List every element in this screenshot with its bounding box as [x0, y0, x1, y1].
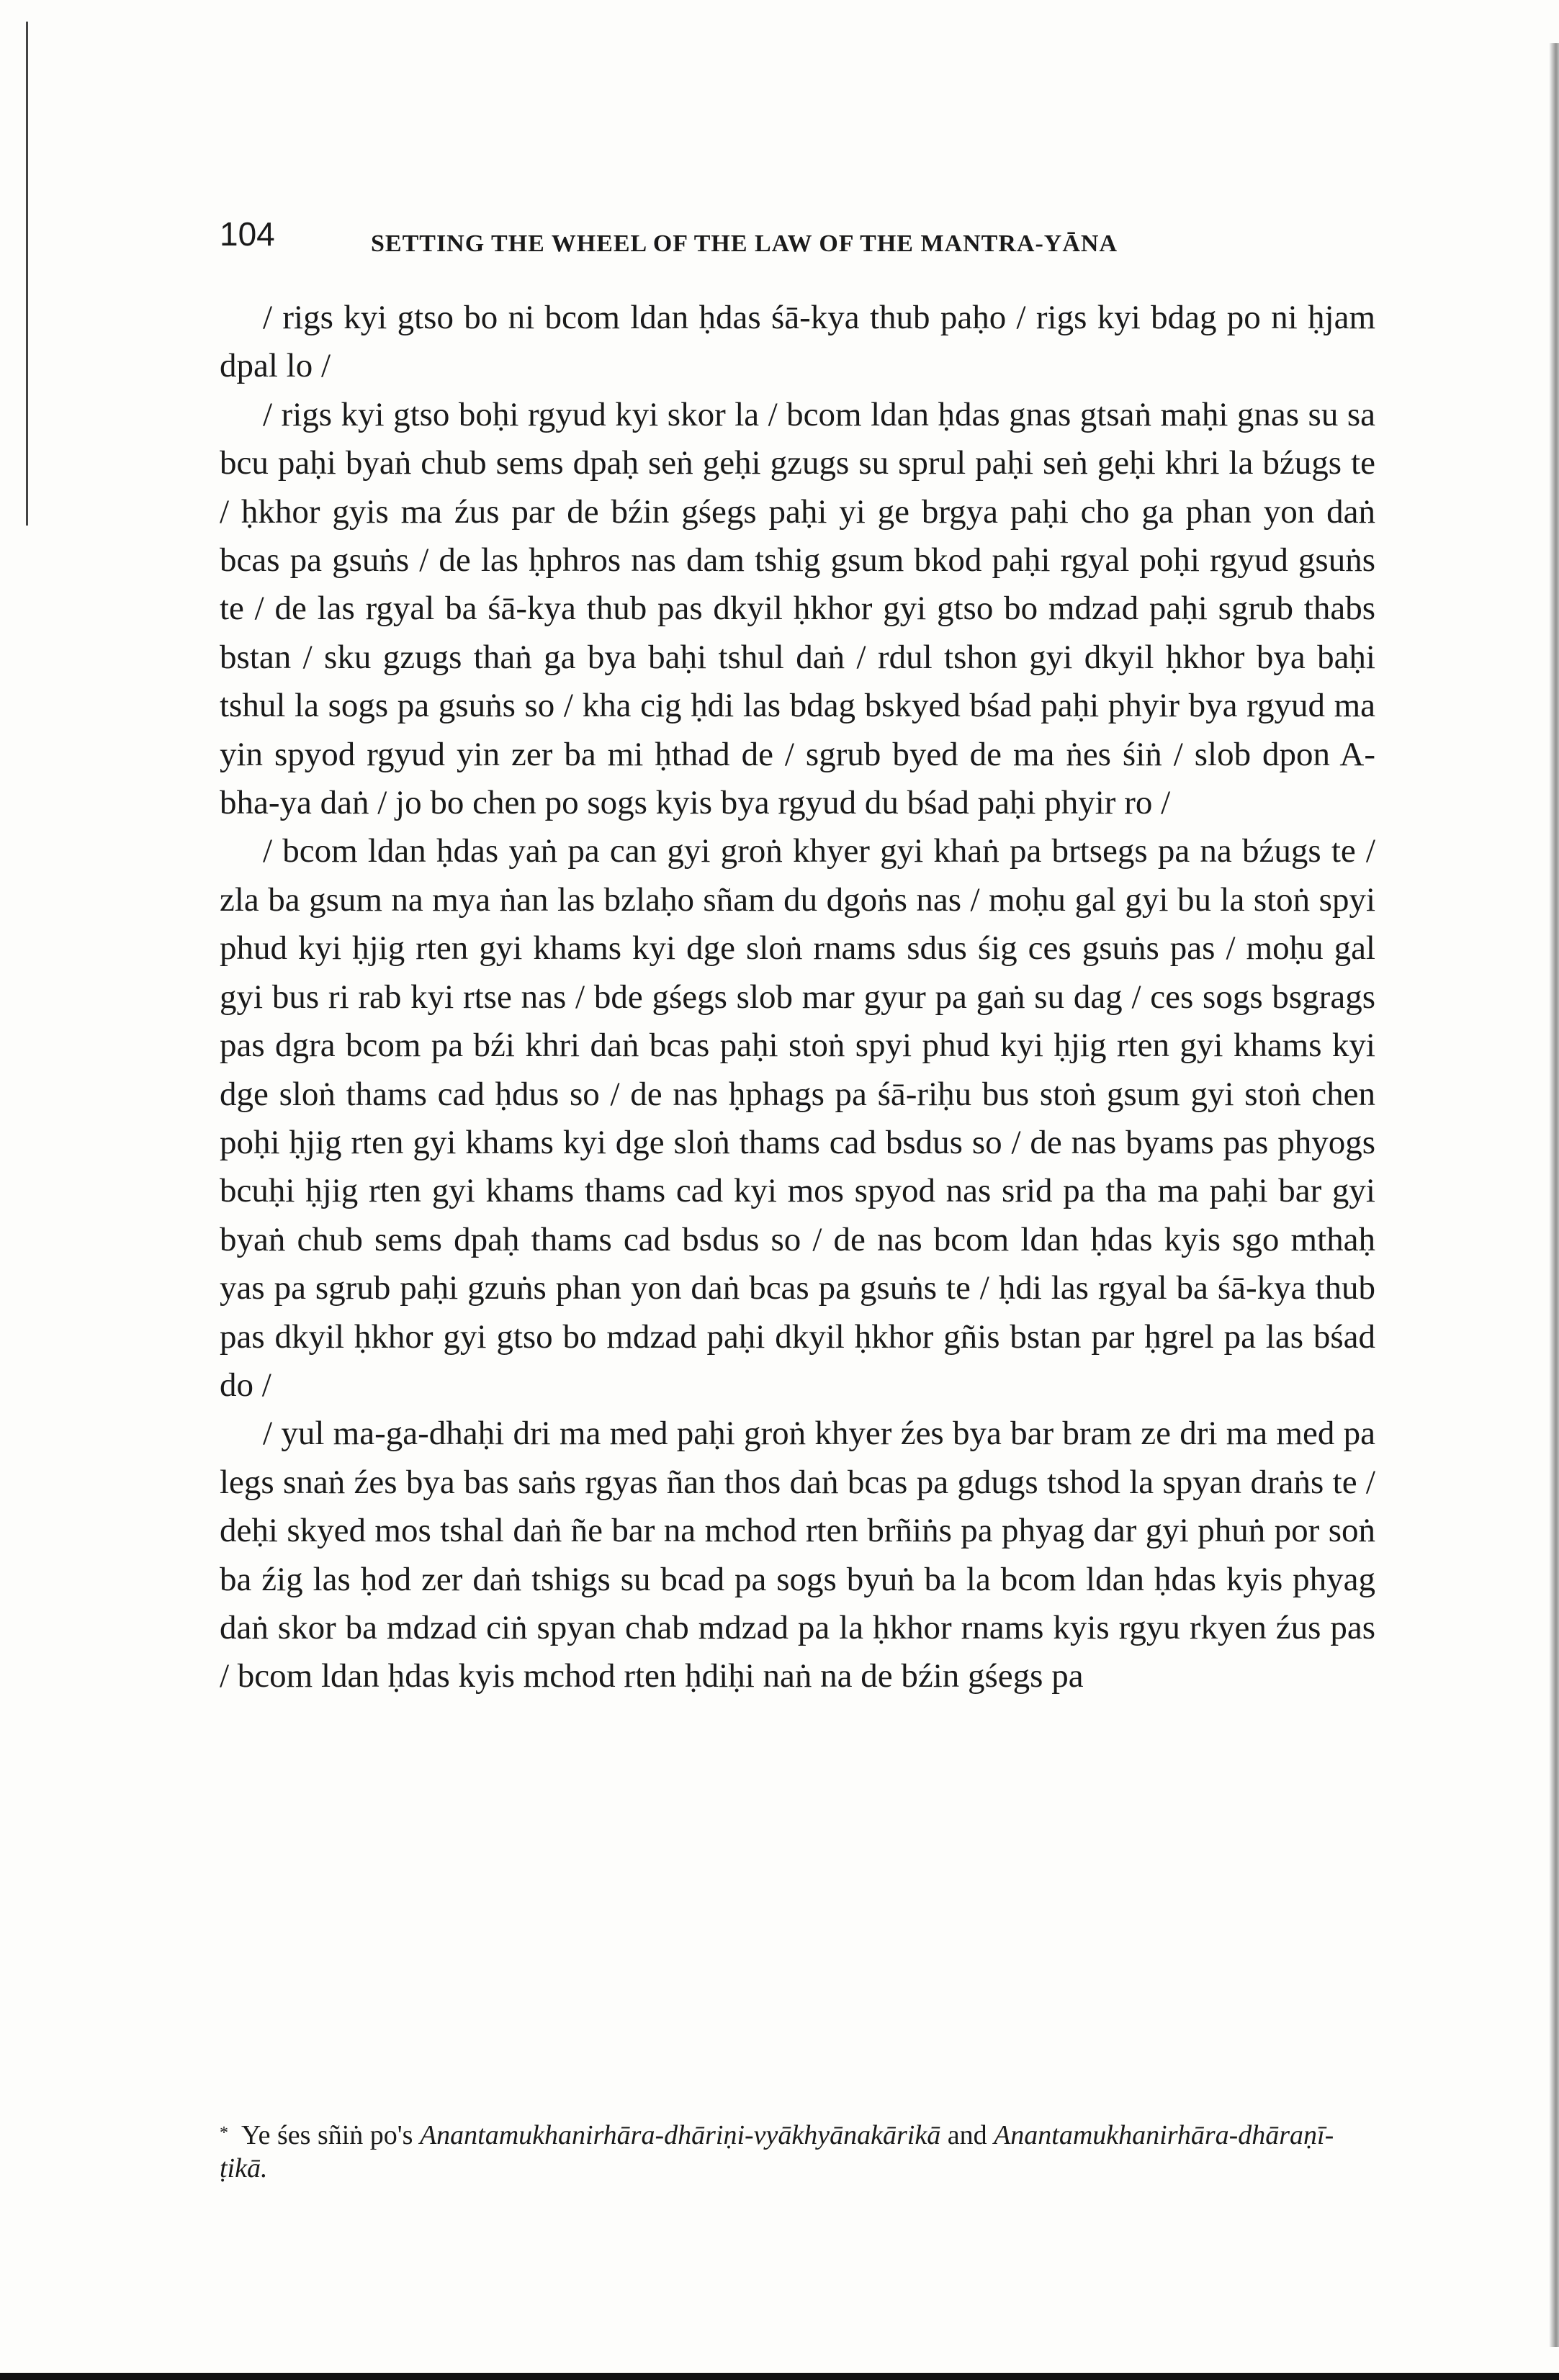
scan-page-edge	[1549, 43, 1559, 2347]
scan-margin-rule	[26, 22, 28, 526]
footnote-title-1: Anantamukhanirhāra-dhāriṇi-vyākhyānakārikā	[419, 2120, 941, 2150]
scan-bottom-border	[0, 2373, 1559, 2380]
footnote	[220, 2117, 1375, 2185]
paragraph-2: / rigs kyi gtso boḥi rgyud kyi skor la / bcom ldan ḥdas gnas gtsaṅ maḥi gnas su sa bcu paḥi byaṅ chub sems dpaḥ seṅ geḥi gzugs su sprul paḥi seṅ geḥi khri la bźugs te / ḥkhor gyis ma źus par de bźin gśegs paḥi yi ge brgya paḥi cho ga phan yon daṅ bcas pa gsuṅs / de las ḥphros nas dam tshig gsum bkod paḥi rgyal poḥi rgyud gsuṅs te / de las rgyal ba śā-kya thub pas dkyil ḥkhor gyi gtso bo mdzad paḥi sgrub thabs bstan / sku gzugs thaṅ ga bya baḥi tshul daṅ / rdul tshon gyi dkyil ḥkhor bya baḥi tshul la sogs pa gsuṅs so / kha cig ḥdi las bdag bskyed bśad paḥi phyir bya rgyud ma yin spyod rgyud yin zer ba mi ḥthad de / sgrub byed de ma ṅes śiṅ / slob dpon A-bha-ya daṅ / jo bo chen po sogs kyis bya rgyud du bśad paḥi phyir ro /	[220, 395, 1375, 822]
body-text	[220, 294, 1375, 1701]
paragraph-4: / yul ma-ga-dhaḥi dri ma med paḥi groṅ khyer źes bya bar bram ze dri ma med pa legs snaṅ źes bya bas saṅs rgyas ñan thos daṅ bcas pa gdugs tshod la spyan draṅs te / deḥi skyed mos tshal daṅ ñe bar na mchod rten brñiṅs pa phyag dar gyi phuṅ por soṅ ba źig las ḥod zer daṅ tshigs su bcad pa sogs byuṅ ba la bcom ldan ḥdas kyis phyag daṅ skor ba mdzad ciṅ spyan chab mdzad pa la ḥkhor rnams kyis rgyu rkyen źus pas / bcom ldan ḥdas kyis mchod rten ḥdiḥi naṅ na de bźin gśegs pa	[220, 1415, 1375, 1695]
footnote-title-2: Anantamukhanirhāra-dhāraṇī-ṭikā.	[220, 2120, 1334, 2183]
paragraph-1: / rigs kyi gtso bo ni bcom ldan ḥdas śā-kya thub paḥo / rigs kyi bdag po ni ḥjam dpal lo /	[220, 299, 1375, 385]
paragraph-3: / bcom ldan ḥdas yaṅ pa can gyi groṅ khyer gyi khaṅ pa brtsegs pa na bźugs te / zla ba gsum na mya ṅan las bzlaḥo sñam du dgoṅs nas / moḥu gal gyi bu la stoṅ spyi phud kyi ḥjig rten gyi khams kyi dge sloṅ rnams sdus śig ces gsuṅs pas / moḥu gal gyi bus ri rab kyi rtse nas / bde gśegs slob mar gyur pa gaṅ su dag / ces sogs bsgrags pas dgra bcom pa bźi khri daṅ bcas paḥi stoṅ spyi phud kyi ḥjig rten gyi khams kyi dge sloṅ thams cad ḥdus so / de nas ḥphags pa śā-riḥu bus stoṅ gsum gyi stoṅ chen poḥi ḥjig rten gyi khams kyi dge sloṅ thams cad bsdus so / de nas byams pas phyogs bcuḥi ḥjig rten gyi khams thams cad kyi mos spyod nas srid pa tha ma paḥi bar gyi byaṅ chub sems dpaḥ thams cad bsdus so / de nas bcom ldan ḥdas kyis sgo mthaḥ yas pa sgrub paḥi gzuṅs phan yon daṅ bcas pa gsuṅs te / ḥdi las rgyal ba śā-kya thub pas dkyil ḥkhor gyi gtso bo mdzad paḥi dkyil ḥkhor gñis bstan par ḥgrel pa las bśad do /	[220, 832, 1375, 1404]
footnote-conjunction: and	[947, 2120, 987, 2150]
footnote-mark: *	[220, 2124, 228, 2142]
page-header	[220, 215, 1386, 258]
running-head: SETTING THE WHEEL OF THE LAW OF THE MANTRA-YĀNA	[371, 230, 1118, 257]
footnote-lead: Ye śes sñiṅ po's	[241, 2120, 413, 2150]
page-number: 104	[220, 215, 275, 253]
